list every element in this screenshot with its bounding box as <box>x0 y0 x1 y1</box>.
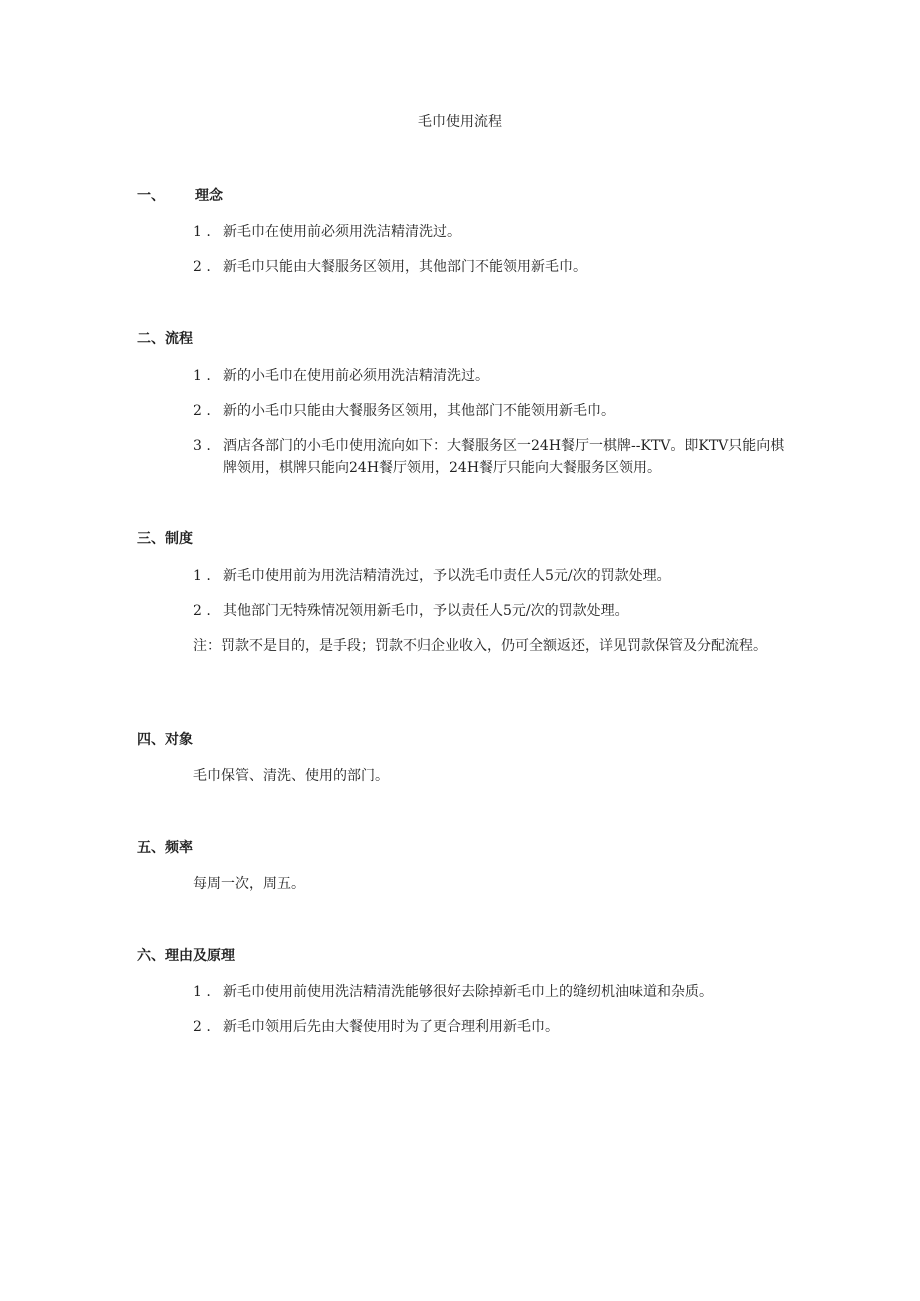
item-number: 2 . <box>193 403 211 419</box>
section-heading-2 <box>137 329 193 349</box>
item-number: 2 . <box>193 259 211 275</box>
section-number: 四、 <box>137 732 165 748</box>
section-heading-1 <box>137 186 223 206</box>
item-number: 1 . <box>193 568 211 584</box>
section-title: 制度 <box>165 531 193 547</box>
section-title: 流程 <box>165 331 193 347</box>
list-item <box>193 981 793 1003</box>
section-title: 理念 <box>195 188 223 204</box>
item-number: 2 . <box>193 1019 211 1035</box>
item-number: 2 . <box>193 603 211 619</box>
section-heading-3 <box>137 529 193 549</box>
item-number: 3 . <box>193 438 211 454</box>
item-text: 新毛巾使用前使用洗洁精清洗能够很好去除掉新毛巾上的缝纫机油味道和杂质。 <box>223 984 713 1000</box>
item-number: 1 . <box>193 224 211 240</box>
list-item <box>193 400 793 422</box>
list-item <box>193 435 793 479</box>
paragraph: 每周一次，周五。 <box>193 876 305 892</box>
list-item <box>193 1016 793 1038</box>
item-text: 新毛巾在使用前必须用洗洁精清洗过。 <box>223 224 461 240</box>
item-text: 新的小毛巾在使用前必须用洗洁精清洗过。 <box>223 368 489 384</box>
section-number: 六、 <box>137 948 165 964</box>
section-title: 对象 <box>165 732 193 748</box>
list-item <box>193 256 793 278</box>
section-number: 一、 <box>137 188 165 204</box>
page-title: 毛巾使用流程 <box>418 114 502 130</box>
paragraph: 毛巾保管、清洗、使用的部门。 <box>193 768 389 784</box>
list-item <box>193 365 793 387</box>
item-text: 酒店各部门的小毛巾使用流向如下：大餐服务区一24H餐厅一棋牌--KTV。即KTV只能向棋牌领用，棋牌只能向24H餐厅领用，24H餐厅只能向大餐服务区领用。 <box>223 438 785 476</box>
section-title: 频率 <box>165 840 193 856</box>
section-number: 五、 <box>137 840 165 856</box>
section-heading-4 <box>137 730 193 750</box>
item-number: 1 . <box>193 984 211 1000</box>
item-number: 1 . <box>193 368 211 384</box>
item-text: 新毛巾只能由大餐服务区领用，其他部门不能领用新毛巾。 <box>223 259 587 275</box>
item-text: 其他部门无特殊情况领用新毛巾，予以责任人5元/次的罚款处理。 <box>223 603 629 619</box>
section-heading-6 <box>137 946 235 966</box>
list-item <box>193 600 793 622</box>
section-number: 二、 <box>137 331 165 347</box>
note-text: 注：罚款不是目的，是手段；罚款不归企业收入，仍可全额返还，详见罚款保管及分配流程。 <box>193 638 767 654</box>
list-item <box>193 565 793 587</box>
section-title: 理由及原理 <box>165 948 235 964</box>
section-heading-5 <box>137 838 193 858</box>
item-text: 新的小毛巾只能由大餐服务区领用，其他部门不能领用新毛巾。 <box>223 403 615 419</box>
item-text: 新毛巾领用后先由大餐使用时为了更合理利用新毛巾。 <box>223 1019 559 1035</box>
list-item <box>193 221 793 243</box>
section-number: 三、 <box>137 531 165 547</box>
item-text: 新毛巾使用前为用洗洁精清洗过，予以洗毛巾责任人5元/次的罚款处理。 <box>223 568 671 584</box>
